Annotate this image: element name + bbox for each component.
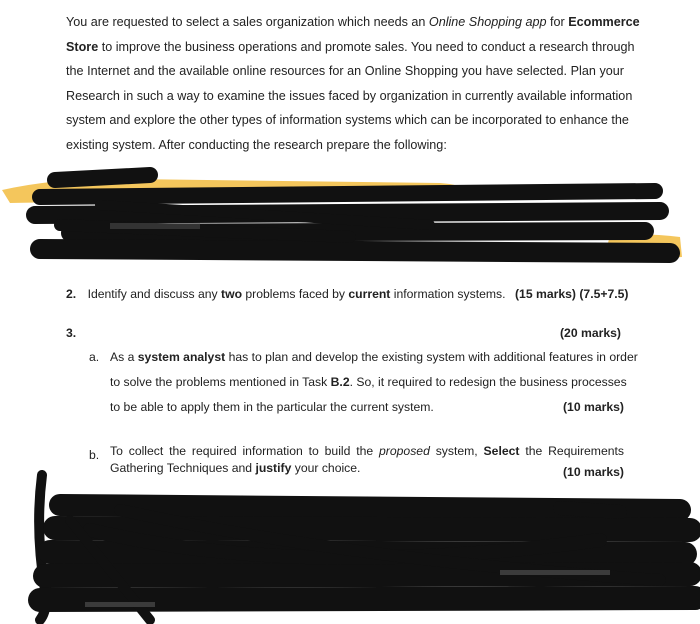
- emphasis-two: two: [221, 287, 243, 301]
- item-text: As a: [110, 350, 138, 364]
- redaction-scribble-top: [0, 165, 700, 275]
- item-3b-line-1: [110, 443, 624, 460]
- question-number: 2.: [66, 287, 77, 301]
- item-3a-letter: a.: [89, 350, 100, 364]
- item-text: the Requirements: [519, 444, 624, 458]
- item-text: system,: [429, 444, 484, 458]
- item-3a-line-1: [110, 345, 638, 370]
- question-2: [66, 287, 506, 301]
- item-3a-marks: (10 marks): [563, 400, 624, 414]
- item-text: to solve the problems mentioned in Task: [110, 375, 331, 389]
- item-3b-marks: (10 marks): [563, 465, 624, 479]
- intro-line-6: existing system. After conducting the research prepare the following:: [66, 137, 447, 152]
- intro-text: for: [546, 15, 569, 29]
- emphasis-proposed: proposed: [379, 444, 430, 458]
- question-text: problems faced by: [242, 287, 349, 301]
- item-text: To collect the required information to build the: [110, 444, 380, 458]
- intro-line-5: system and explore the other types of information systems which can be incorporated to enhance the: [66, 113, 629, 127]
- question-3-marks: (20 marks): [560, 326, 621, 340]
- item-text: . So, it required to redesign the business processes: [349, 375, 627, 389]
- item-3a-line-2: [110, 370, 627, 395]
- item-3a-line-3: to be able to apply them in the particular the current system.: [110, 400, 434, 414]
- redaction-scribble-bottom: [0, 470, 700, 624]
- intro-text: to improve the business operations and promote sales. You need to conduct a research through: [98, 39, 635, 54]
- intro-line-2: [66, 35, 635, 60]
- intro-text: You are requested to select a sales organization which needs an: [66, 15, 429, 29]
- item-text: your choice.: [291, 461, 361, 475]
- item-text: has to plan and develop the existing system with additional features in order: [225, 350, 638, 364]
- item-3b-letter: b.: [89, 448, 100, 462]
- emphasis-current: current: [348, 287, 391, 301]
- item-text: Gathering Techniques and: [110, 461, 256, 475]
- ecommerce-label: Ecommerce: [568, 15, 640, 29]
- question-text: information systems.: [390, 287, 506, 301]
- question-3-number: 3.: [66, 326, 77, 340]
- intro-line-4: Research in such a way to examine the issues faced by organization in currently available information: [66, 88, 633, 103]
- question-text: Identify and discuss any: [87, 287, 222, 301]
- app-name: Online Shopping app: [428, 15, 547, 29]
- store-label: Store: [66, 39, 99, 54]
- emphasis-select: Select: [483, 444, 520, 458]
- intro-line-1: [66, 10, 640, 35]
- intro-paragraph: [66, 10, 640, 157]
- item-3b-line-2: [110, 460, 624, 477]
- item-3b: [110, 443, 624, 477]
- emphasis-system-analyst: system analyst: [137, 350, 226, 364]
- intro-line-3: the Internet and the available online resources for an Online Shopping you have selected. Plan your: [66, 64, 624, 78]
- task-reference: B.2: [330, 375, 350, 389]
- question-2-marks: (15 marks) (7.5+7.5): [515, 287, 629, 301]
- item-3a: [110, 345, 638, 420]
- emphasis-justify: justify: [255, 461, 292, 475]
